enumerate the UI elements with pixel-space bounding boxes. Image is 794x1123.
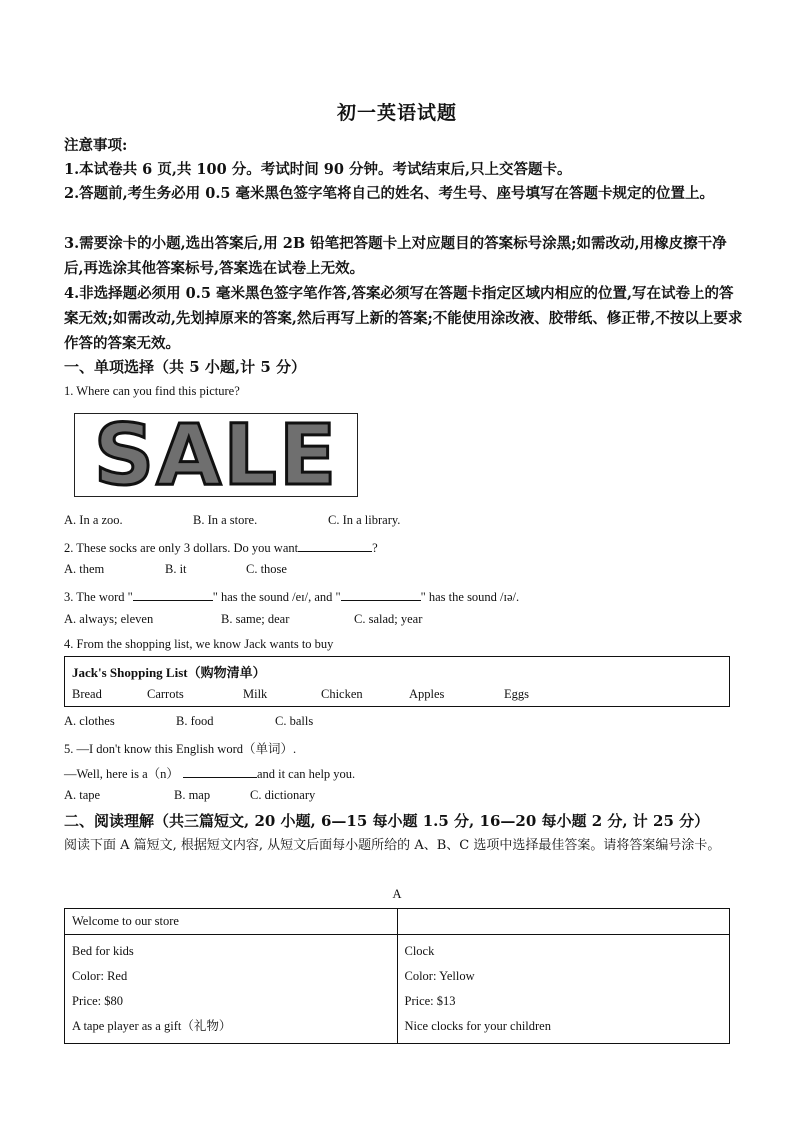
sale-picture [74,413,358,497]
q2-option-a[interactable]: A. them [64,562,105,576]
q3-blank-1[interactable] [133,587,213,601]
notice-heading: 注意事项: [64,137,128,154]
q2-text-end: ? [372,541,378,555]
q5-option-b[interactable]: B. map [174,788,211,802]
q1-option-c[interactable]: C. In a library. [328,513,401,527]
q5-line-2 [64,764,355,782]
q4-option-b[interactable]: B. food [176,714,214,728]
q2-option-c[interactable]: C. those [246,562,287,576]
notice-item-1: 1.本试卷共 6 页,共 100 分。考试时间 90 分钟。考试结束后,只上交答题卡。 [64,161,572,178]
clock-name: Clock [404,944,435,958]
bed-gift: A tape player as a gift（礼物） [72,1019,232,1033]
q5-blank[interactable] [183,764,257,778]
q3-text-1: 3. The word " [64,590,133,604]
sale-picture-text: SALE [93,414,339,496]
q2-option-b[interactable]: B. it [165,562,187,576]
section-2-heading: 二、阅读理解（共三篇短文, 20 小题, 6—15 每小题 1.5 分, 16—20 每小题 2 分, 计 25 分） [64,812,710,830]
shopping-item: Carrots [147,687,184,701]
bed-name: Bed for kids [72,944,134,958]
shopping-item: Apples [409,687,445,701]
notice-item-3: 3.需要涂卡的小题,选出答案后,用 2B 铅笔把答题卡上对应题目的答案标号涂黑;如需改动,用橡皮擦干净后,再选涂其他答案标号,答案选在试卷上无效。 [64,235,727,277]
section-1-heading: 一、单项选择（共 5 小题,计 5 分） [64,358,306,376]
clock-note: Nice clocks for your children [404,1019,551,1033]
q5-option-c[interactable]: C. dictionary [250,788,316,802]
store-table [64,908,730,1044]
shopping-item: Milk [243,687,268,701]
q5-option-a[interactable]: A. tape [64,788,101,802]
q3-option-c[interactable]: C. salad; year [354,612,423,626]
q1-option-b[interactable]: B. In a store. [193,513,258,527]
q4-option-c[interactable]: C. balls [275,714,314,728]
shopping-item: Bread [72,687,102,701]
q3-option-a[interactable]: A. always; eleven [64,612,154,626]
q2-blank[interactable] [298,538,372,552]
bed-price: Price: $80 [72,994,124,1008]
q4-option-a[interactable]: A. clothes [64,714,115,728]
notice-item-4: 4.非选择题必须用 0.5 毫米黑色签字笔作答,答案必须写在答题卡指定区域内相应的位置,写在试卷上的答案无效;如需改动,先划掉原来的答案,然后再写上新的答案;不能使用涂改液、胶带纸、修正带,不按以上要求作答的答案无效。 [64,285,743,352]
q3-text-2: " has the sound /eɪ/, and " [212,590,341,604]
shopping-list-title: Jack's Shopping List（购物清单） [72,665,266,680]
q2-text: 2. These socks are only 3 dollars. Do you want [64,541,299,555]
bed-color: Color: Red [72,969,128,983]
shopping-item: Chicken [321,687,363,701]
section-2-instruction: 阅读下面 A 篇短文, 根据短文内容, 从短文后面每小题所给的 A、B、C 选项中选择最佳答案。请将答案编号涂卡。 [64,838,721,853]
store-table-bed-cell [65,935,398,1044]
shopping-item: Eggs [504,687,529,701]
q5-line-1: 5. —I don't know this English word（单词）. [64,742,297,756]
page-title: 初一英语试题 [336,102,457,124]
q1-question: 1. Where can you find this picture? [64,384,240,398]
q5-text-end: and it can help you. [256,767,356,781]
q3-text-3: " has the sound /ɪə/. [420,590,520,604]
q3-blank-2[interactable] [341,587,421,601]
store-table-clock-cell [397,935,730,1044]
q1-option-a[interactable]: A. In a zoo. [64,513,123,527]
clock-color: Color: Yellow [404,969,475,983]
clock-price: Price: $13 [404,994,456,1008]
shopping-list-box [64,656,730,707]
passage-label: A [392,887,402,901]
q2-question [64,538,378,556]
store-table-header-right [405,913,723,930]
q3-option-b[interactable]: B. same; dear [221,612,290,626]
notice-item-2: 2.答题前,考生务必用 0.5 毫米黑色签字笔将自己的姓名、考生号、座号填写在答题卡规定的位置上。 [64,185,715,202]
q3-question [64,587,519,605]
q5-text: —Well, here is a（n） [64,767,179,781]
q4-question: 4. From the shopping list, we know Jack wants to buy [64,637,334,651]
store-table-header-left: Welcome to our store [72,914,179,928]
